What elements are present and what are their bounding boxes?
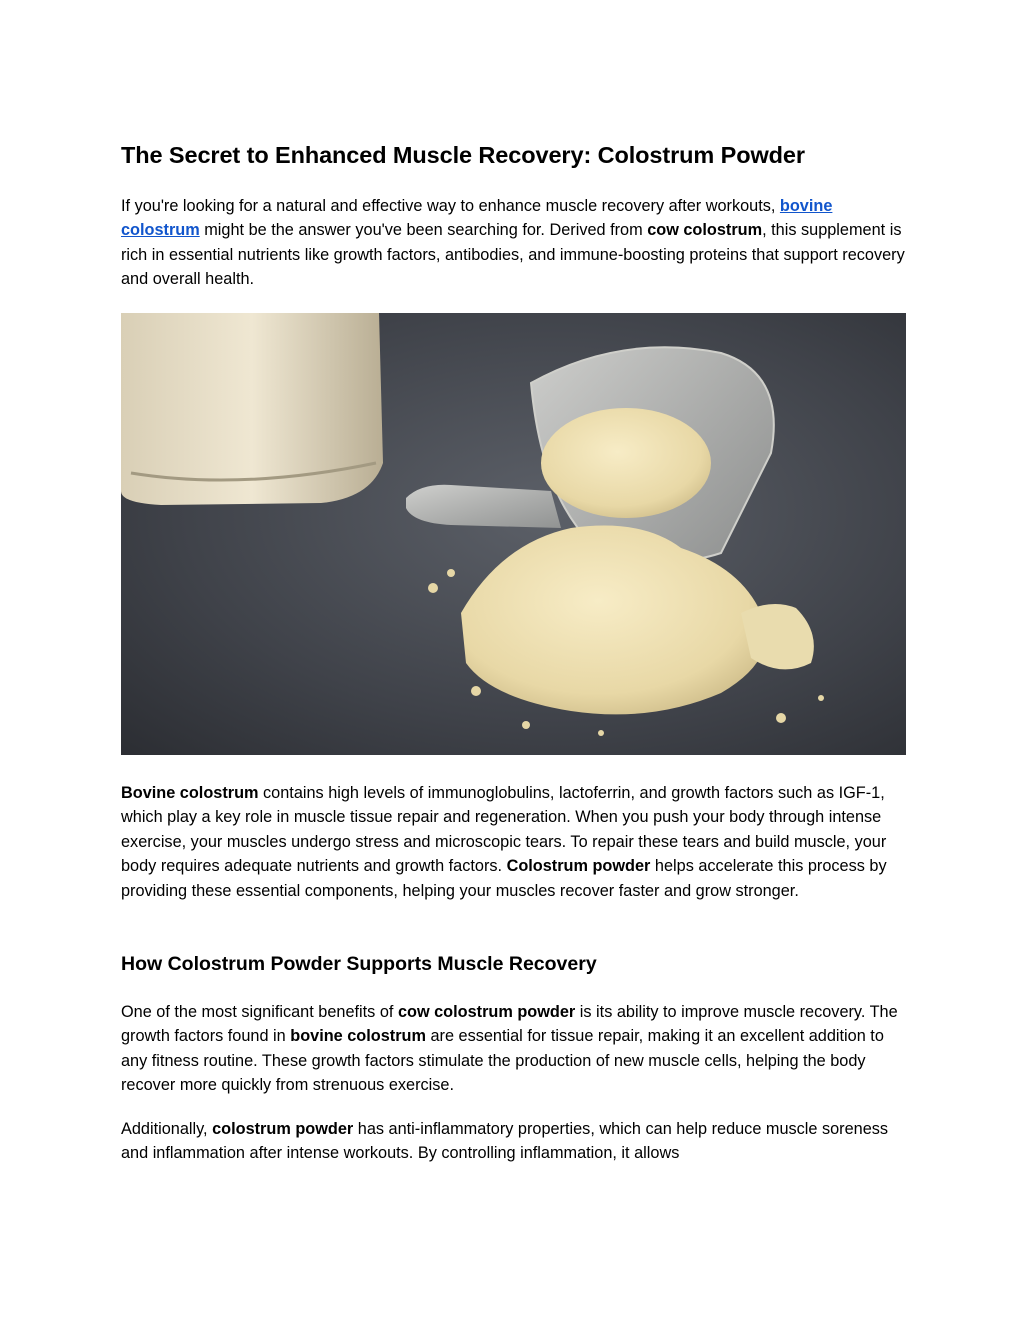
section-heading: How Colostrum Powder Supports Muscle Recovery — [121, 953, 597, 975]
paragraph-muscle-recovery: One of the most significant benefits of cow colostrum powder is its ability to improve muscle recovery. The growth factors found in bovine colostrum are essential for tissue repair, making it an excellent addition to any fitness routine. These growth factors stimulate the production of new muscle cells, helping the body recover more quickly from strenuous exercise. — [121, 1003, 898, 1095]
intro-paragraph: If you're looking for a natural and effective way to enhance muscle recovery after workouts, bovine colostrum might be the answer you've been searching for. Derived from cow colostrum, this supplement is rich in essential nutrients like growth factors, antibodies, and immune-boosting proteins that support recovery and overall health. — [121, 197, 905, 289]
page-title: The Secret to Enhanced Muscle Recovery: Colostrum Powder — [121, 142, 805, 168]
paragraph-anti-inflammatory: Additionally, colostrum powder has anti-inflammatory properties, which can help reduce muscle soreness and inflammation after intense workouts. By controlling inflammation, it allows — [121, 1120, 889, 1163]
paragraph-bovine-colostrum: Bovine colostrum contains high levels of immunoglobulins, lactoferrin, and growth factors such as IGF-1, which play a key role in muscle tissue repair and regeneration. When you push your body through intense exercise, your muscles undergo stress and microscopic tears. To repair these tears and build muscle, your body requires adequate nutrients and growth factors. Colostrum powder helps accelerate this process by providing these essential components, helping your muscles recover faster and grow stronger. — [121, 784, 887, 900]
bovine-colostrum-link[interactable]: bovine colostrum — [121, 197, 833, 240]
colostrum-powder-image — [121, 313, 906, 755]
